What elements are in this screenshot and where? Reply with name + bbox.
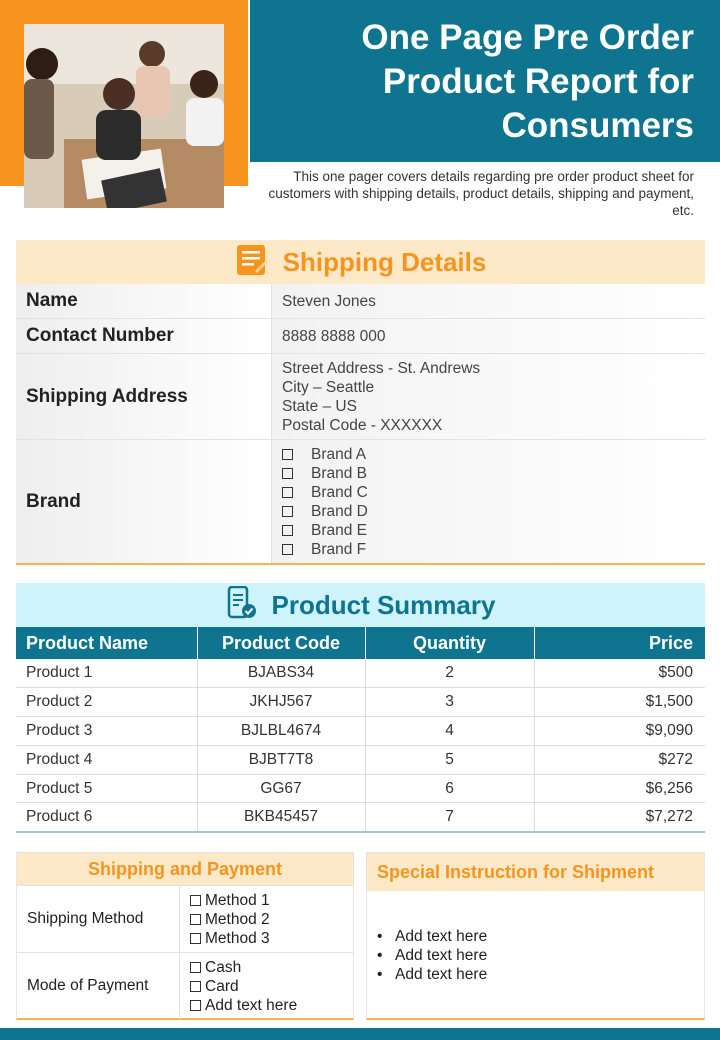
- shipping-method-row: [17, 885, 353, 952]
- payment-mode-label: Mode of Payment: [17, 953, 180, 1019]
- shipping-method-options: [180, 886, 353, 952]
- table-cell: 5: [365, 745, 534, 774]
- payment-mode-row: [17, 952, 353, 1019]
- checkbox-icon[interactable]: [190, 1000, 201, 1011]
- column-header: Product Name: [16, 627, 197, 659]
- address-row: [16, 354, 705, 440]
- table-cell: Product 4: [16, 745, 197, 774]
- address-label: Shipping Address: [16, 354, 272, 439]
- checkbox-icon[interactable]: [190, 981, 201, 992]
- contact-value: 8888 8888 000: [272, 319, 705, 353]
- table-cell: Product 3: [16, 717, 197, 746]
- column-header: Quantity: [365, 627, 534, 659]
- method-option[interactable]: Method 1: [190, 891, 353, 910]
- mobile-check-icon: [226, 586, 258, 625]
- special-instruction-list: [367, 891, 704, 984]
- list-item: • Add text here: [377, 927, 704, 946]
- table-row: [16, 717, 705, 746]
- brand-option[interactable]: Brand B: [282, 464, 705, 483]
- table-cell: $272: [534, 745, 705, 774]
- checkbox-icon[interactable]: [190, 933, 201, 944]
- shipping-payment-section: [16, 852, 354, 1020]
- checkbox-icon[interactable]: [190, 962, 201, 973]
- table-cell: Product 6: [16, 803, 197, 832]
- address-line: Street Address - St. Andrews: [282, 359, 481, 377]
- table-row: [16, 659, 705, 688]
- brand-option[interactable]: Brand C: [282, 483, 705, 502]
- table-cell: 3: [365, 688, 534, 717]
- address-line: State – US: [282, 397, 357, 415]
- checkbox-icon[interactable]: [282, 525, 293, 536]
- column-header: Price: [534, 627, 705, 659]
- checkbox-icon[interactable]: [190, 895, 201, 906]
- table-cell: GG67: [197, 774, 365, 803]
- shipping-method-label: Shipping Method: [17, 886, 180, 952]
- table-row: [16, 745, 705, 774]
- table-cell: BJABS34: [197, 659, 365, 688]
- address-value: [272, 354, 705, 439]
- special-instruction-title: Special Instruction for Shipment: [367, 853, 704, 891]
- table-cell: Product 1: [16, 659, 197, 688]
- table-cell: Product 2: [16, 688, 197, 717]
- brand-label: Brand: [16, 440, 272, 563]
- table-cell: $500: [534, 659, 705, 688]
- name-label: Name: [16, 284, 272, 318]
- special-instruction-section: [366, 852, 705, 1020]
- product-summary-title: Product Summary: [271, 589, 496, 620]
- checkbox-icon[interactable]: [190, 914, 201, 925]
- document-icon: [235, 243, 269, 282]
- table-row: [16, 803, 705, 832]
- contact-label: Contact Number: [16, 319, 272, 353]
- shipping-details-title: Shipping Details: [282, 246, 487, 277]
- table-cell: $9,090: [534, 717, 705, 746]
- payment-option[interactable]: Cash: [190, 958, 353, 977]
- checkbox-icon[interactable]: [282, 449, 293, 460]
- page-title: One Page Pre Order Product Report for Consumers: [361, 18, 694, 145]
- checkbox-icon[interactable]: [282, 544, 293, 555]
- table-cell: JKHJ567: [197, 688, 365, 717]
- product-summary-header: [16, 583, 705, 627]
- table-cell: BJLBL4674: [197, 717, 365, 746]
- product-summary-section: [16, 583, 705, 833]
- address-line: Postal Code - XXXXXX: [282, 416, 443, 434]
- payment-option[interactable]: Card: [190, 977, 353, 996]
- payment-option[interactable]: Add text here: [190, 996, 353, 1015]
- brand-option[interactable]: Brand F: [282, 540, 705, 559]
- footer-bar: [0, 1028, 720, 1040]
- brand-list: [272, 440, 705, 563]
- product-table: [16, 627, 705, 833]
- brand-row: [16, 440, 705, 563]
- shipping-payment-title: Shipping and Payment: [17, 853, 353, 885]
- payment-mode-options: [180, 953, 353, 1019]
- table-cell: $1,500: [534, 688, 705, 717]
- brand-option[interactable]: Brand E: [282, 521, 705, 540]
- shipping-details-header: [16, 240, 705, 284]
- method-option[interactable]: Method 2: [190, 910, 353, 929]
- address-line: City – Seattle: [282, 378, 375, 396]
- table-cell: Product 5: [16, 774, 197, 803]
- table-cell: 6: [365, 774, 534, 803]
- table-row: [16, 688, 705, 717]
- checkbox-icon[interactable]: [282, 468, 293, 479]
- shipping-details-section: [16, 240, 705, 565]
- name-value: Steven Jones: [272, 284, 705, 318]
- list-item: • Add text here: [377, 965, 704, 984]
- brand-option[interactable]: Brand D: [282, 502, 705, 521]
- contact-row: [16, 319, 705, 354]
- column-header: Product Code: [197, 627, 365, 659]
- method-option[interactable]: Method 3: [190, 929, 353, 948]
- checkbox-icon[interactable]: [282, 487, 293, 498]
- brand-option[interactable]: Brand A: [282, 445, 705, 464]
- table-cell: $6,256: [534, 774, 705, 803]
- page-subtitle: This one pager covers details regarding pre order product sheet for customers with shipping details, product details, shipping and payment, etc.: [268, 169, 694, 218]
- table-cell: BKB45457: [197, 803, 365, 832]
- table-header-row: [16, 627, 705, 659]
- table-row: [16, 774, 705, 803]
- table-cell: 2: [365, 659, 534, 688]
- name-row: [16, 284, 705, 319]
- list-item: • Add text here: [377, 946, 704, 965]
- checkbox-icon[interactable]: [282, 506, 293, 517]
- table-cell: BJBT7T8: [197, 745, 365, 774]
- table-cell: $7,272: [534, 803, 705, 832]
- table-cell: 7: [365, 803, 534, 832]
- team-photo: [24, 24, 224, 208]
- table-cell: 4: [365, 717, 534, 746]
